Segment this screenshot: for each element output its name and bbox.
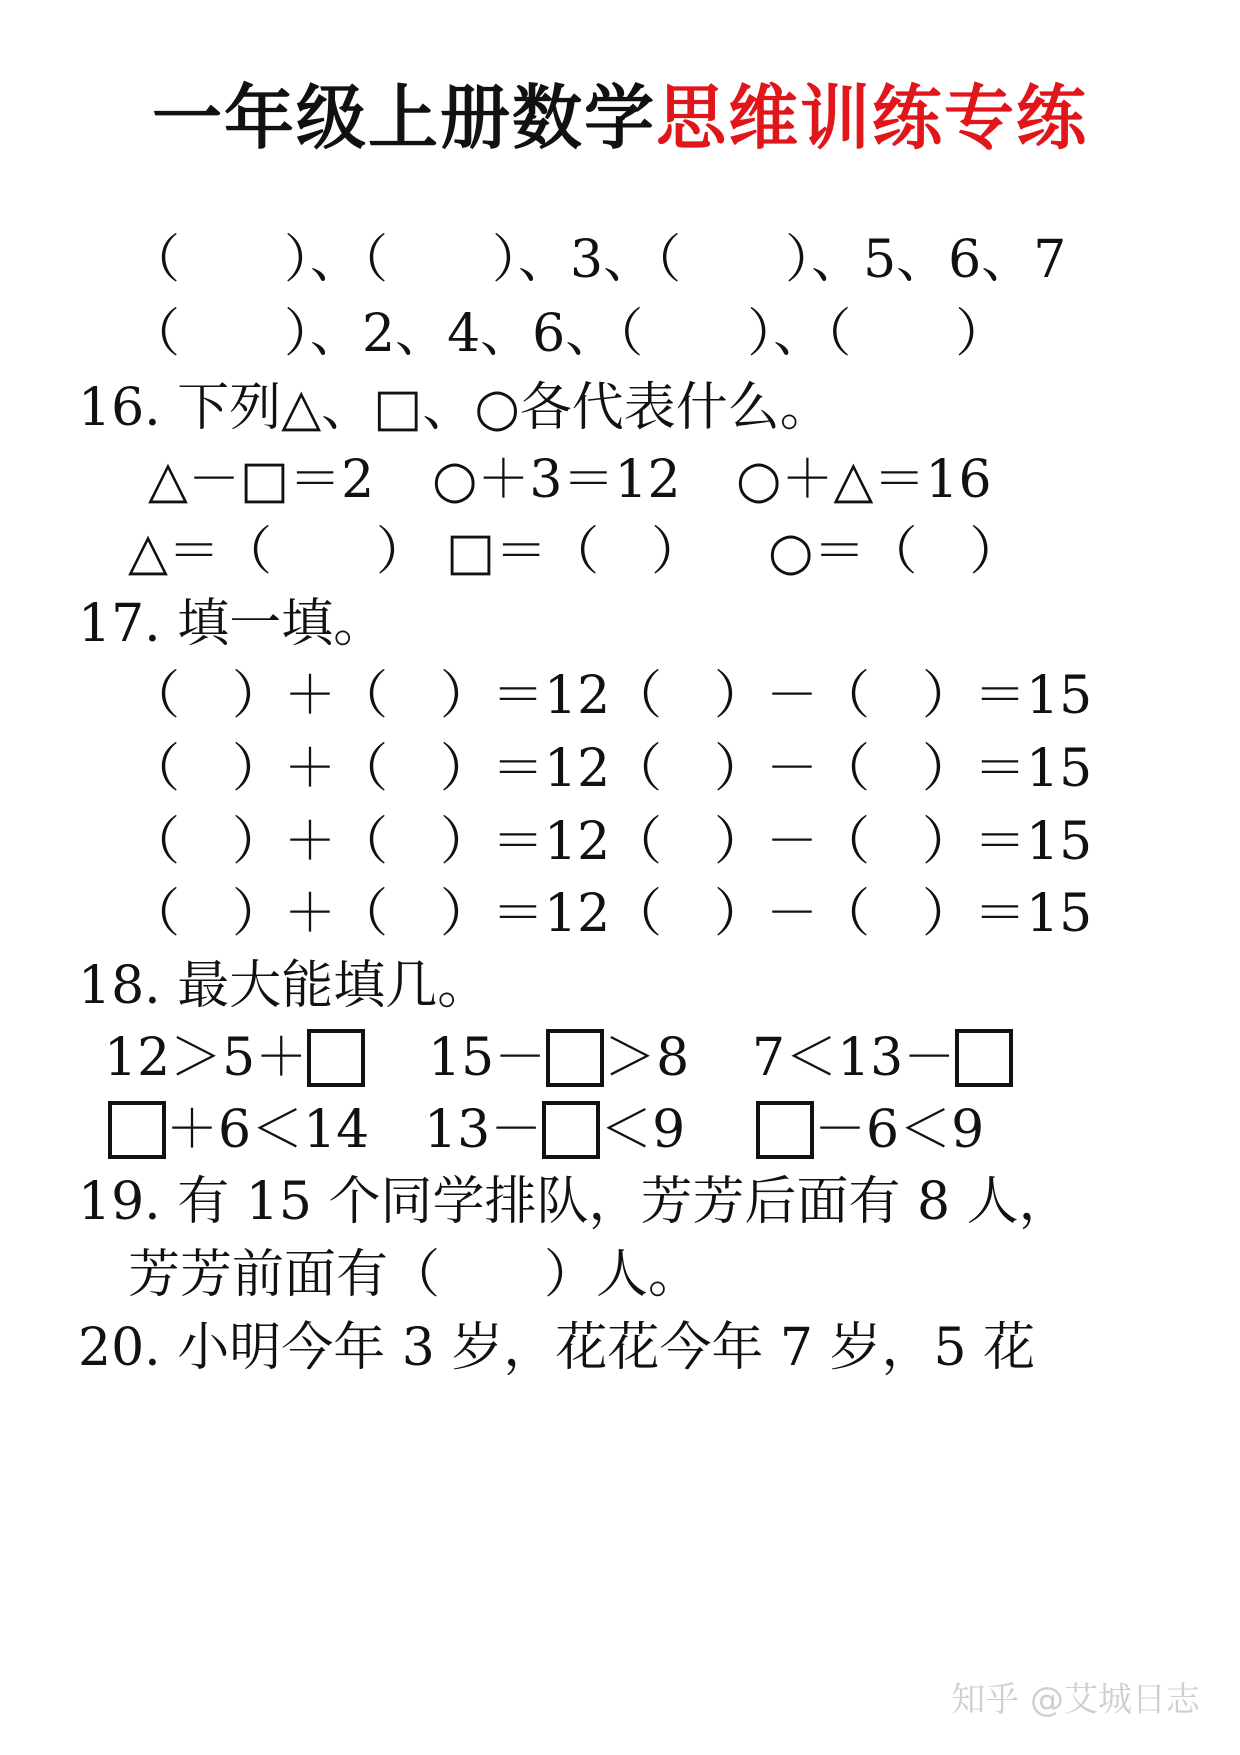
q18-item-4 xyxy=(108,1098,369,1162)
q17-right-row-4: （ ）－（ ）＝15 xyxy=(610,884,1093,944)
q18-item-1-text: 12＞5＋ xyxy=(104,1028,308,1088)
q15-row2: （ ）、2、4、6、（ ）、（ ） xyxy=(128,304,1008,364)
watermark: 知乎 @艾城日志 xyxy=(951,1680,1200,1720)
q17-left-row-3: （ ）＋（ ）＝12 xyxy=(128,812,611,872)
q16-equation-3: ○＋△＝16 xyxy=(736,450,992,510)
title-part-black: 一年级上册数学 xyxy=(152,77,656,159)
q16-heading: 16. 下列△、□、○各代表什么。 xyxy=(78,378,832,438)
q16-equation-2: ○＋3＝12 xyxy=(432,450,681,510)
q20-line-1: 20. 小明今年 3 岁，花花今年 7 岁，5 花 xyxy=(78,1318,1036,1378)
answer-box[interactable] xyxy=(108,1101,166,1159)
q16-answer-circle: ○＝（ ） xyxy=(768,522,1022,582)
q18-item-5 xyxy=(424,1098,685,1162)
q18-item-1 xyxy=(104,1026,365,1090)
q18-item-2-post: ＞8 xyxy=(604,1028,690,1088)
answer-box[interactable] xyxy=(542,1101,600,1159)
q18-item-3-text: 7＜13－ xyxy=(752,1028,956,1088)
q19-line-1: 19. 有 15 个同学排队，芳芳后面有 8 人， xyxy=(78,1172,1071,1232)
q17-left-row-2: （ ）＋（ ）＝12 xyxy=(128,739,611,799)
answer-box[interactable] xyxy=(546,1029,604,1087)
q19-line-2: 芳芳前面有（ ）人。 xyxy=(128,1245,701,1305)
q16-answer-triangle: △＝（ ） xyxy=(128,522,428,582)
answer-box[interactable] xyxy=(307,1029,365,1087)
q18-item-6 xyxy=(756,1098,984,1162)
answer-box[interactable] xyxy=(955,1029,1013,1087)
q18-item-5-pre: 13－ xyxy=(424,1100,543,1160)
q17-left-row-4: （ ）＋（ ）＝12 xyxy=(128,884,611,944)
page-title xyxy=(0,78,1240,158)
q17-right-row-2: （ ）－（ ）＝15 xyxy=(610,739,1093,799)
q18-item-3 xyxy=(752,1026,1013,1090)
q18-item-2-pre: 15－ xyxy=(428,1028,547,1088)
q16-answer-square: □＝（ ） xyxy=(446,522,704,582)
q18-item-6-post: －6＜9 xyxy=(814,1100,985,1160)
q18-item-2 xyxy=(428,1026,689,1090)
q17-right-row-3: （ ）－（ ）＝15 xyxy=(610,812,1093,872)
q15-row1: （ ）、（ ）、3、（ ）、5、6、7 xyxy=(128,230,1067,290)
q17-right-row-1: （ ）－（ ）＝15 xyxy=(610,666,1093,726)
q16-equation-1: △－□＝2 xyxy=(148,450,375,510)
q18-heading: 18. 最大能填几。 xyxy=(78,956,490,1016)
q17-heading: 17. 填一填。 xyxy=(78,594,386,654)
title-part-red: 思维训练专练 xyxy=(656,77,1088,159)
q18-item-4-post: ＋6＜14 xyxy=(166,1100,370,1160)
answer-box[interactable] xyxy=(756,1101,814,1159)
q17-left-row-1: （ ）＋（ ）＝12 xyxy=(128,666,611,726)
q18-item-5-post: ＜9 xyxy=(600,1100,686,1160)
